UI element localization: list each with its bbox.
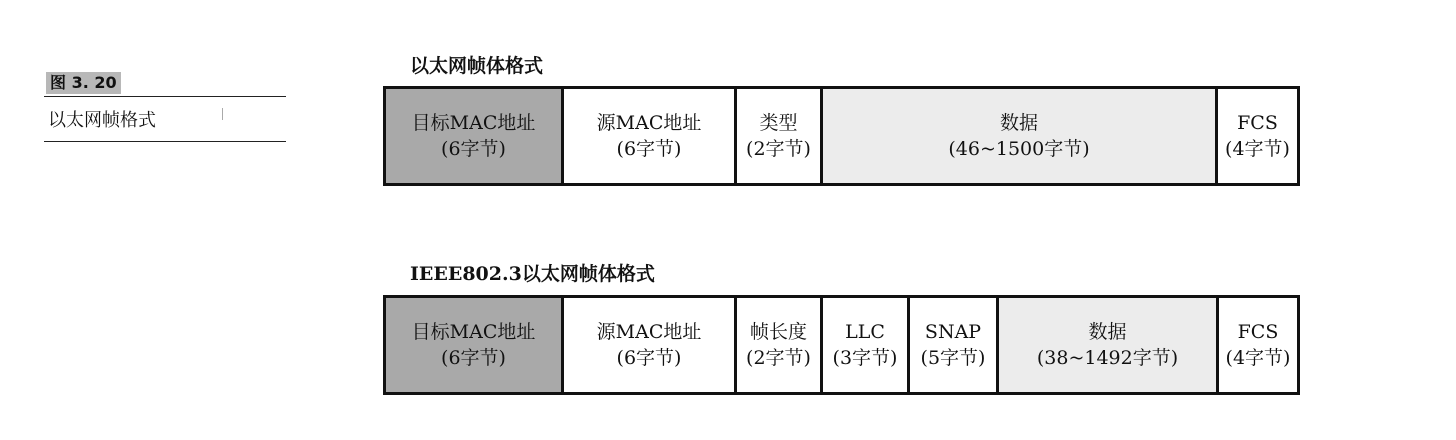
ethernet-frame-title: 以太网帧体格式 — [410, 55, 544, 77]
field-size: (3字节) — [832, 347, 898, 369]
figure-label: 图 3. 20 — [46, 72, 121, 94]
field-size: (6字节) — [616, 138, 682, 160]
field-size: (2字节) — [746, 347, 811, 369]
field-name: LLC — [845, 321, 885, 343]
field-name: 目标MAC地址 — [411, 321, 536, 343]
field-snap — [910, 298, 999, 392]
field-name: 数据 — [999, 112, 1038, 134]
field-size: (46~1500字节) — [948, 138, 1090, 160]
margin-tick — [222, 108, 223, 120]
field-fcs — [1219, 298, 1297, 392]
field-fcs — [1218, 89, 1297, 183]
field-type — [737, 89, 823, 183]
field-size: (5字节) — [920, 347, 986, 369]
field-llc — [823, 298, 910, 392]
field-size: (6字节) — [441, 138, 506, 160]
field-name: FCS — [1237, 112, 1278, 134]
field-name: FCS — [1237, 321, 1279, 343]
field-size: (4字节) — [1225, 347, 1291, 369]
field-source-mac — [564, 89, 737, 183]
field-destination-mac — [386, 89, 564, 183]
ethernet-frame-diagram — [383, 86, 1300, 186]
field-size: (6字节) — [616, 347, 682, 369]
field-destination-mac — [386, 298, 564, 392]
field-size: (4字节) — [1225, 138, 1290, 160]
field-data — [999, 298, 1219, 392]
field-name: SNAP — [924, 321, 982, 343]
figure-caption: 以太网帧格式 — [48, 110, 156, 131]
caption-bottom-rule — [44, 141, 286, 142]
field-name: 帧长度 — [749, 321, 807, 343]
field-name: 源MAC地址 — [596, 321, 702, 343]
ieee8023-frame-title: IEEE802.3以太网帧体格式 — [410, 263, 655, 285]
field-size: (2字节) — [746, 138, 811, 160]
field-size: (38~1492字节) — [1036, 347, 1179, 369]
ieee8023-frame-diagram — [383, 295, 1300, 395]
field-size: (6字节) — [441, 347, 506, 369]
caption-top-rule — [44, 96, 286, 97]
field-source-mac — [564, 298, 737, 392]
field-name: 类型 — [759, 112, 798, 134]
field-name: 数据 — [1088, 321, 1127, 343]
field-data — [823, 89, 1218, 183]
field-frame-length — [737, 298, 823, 392]
field-name: 目标MAC地址 — [411, 112, 536, 134]
field-name: 源MAC地址 — [596, 112, 702, 134]
